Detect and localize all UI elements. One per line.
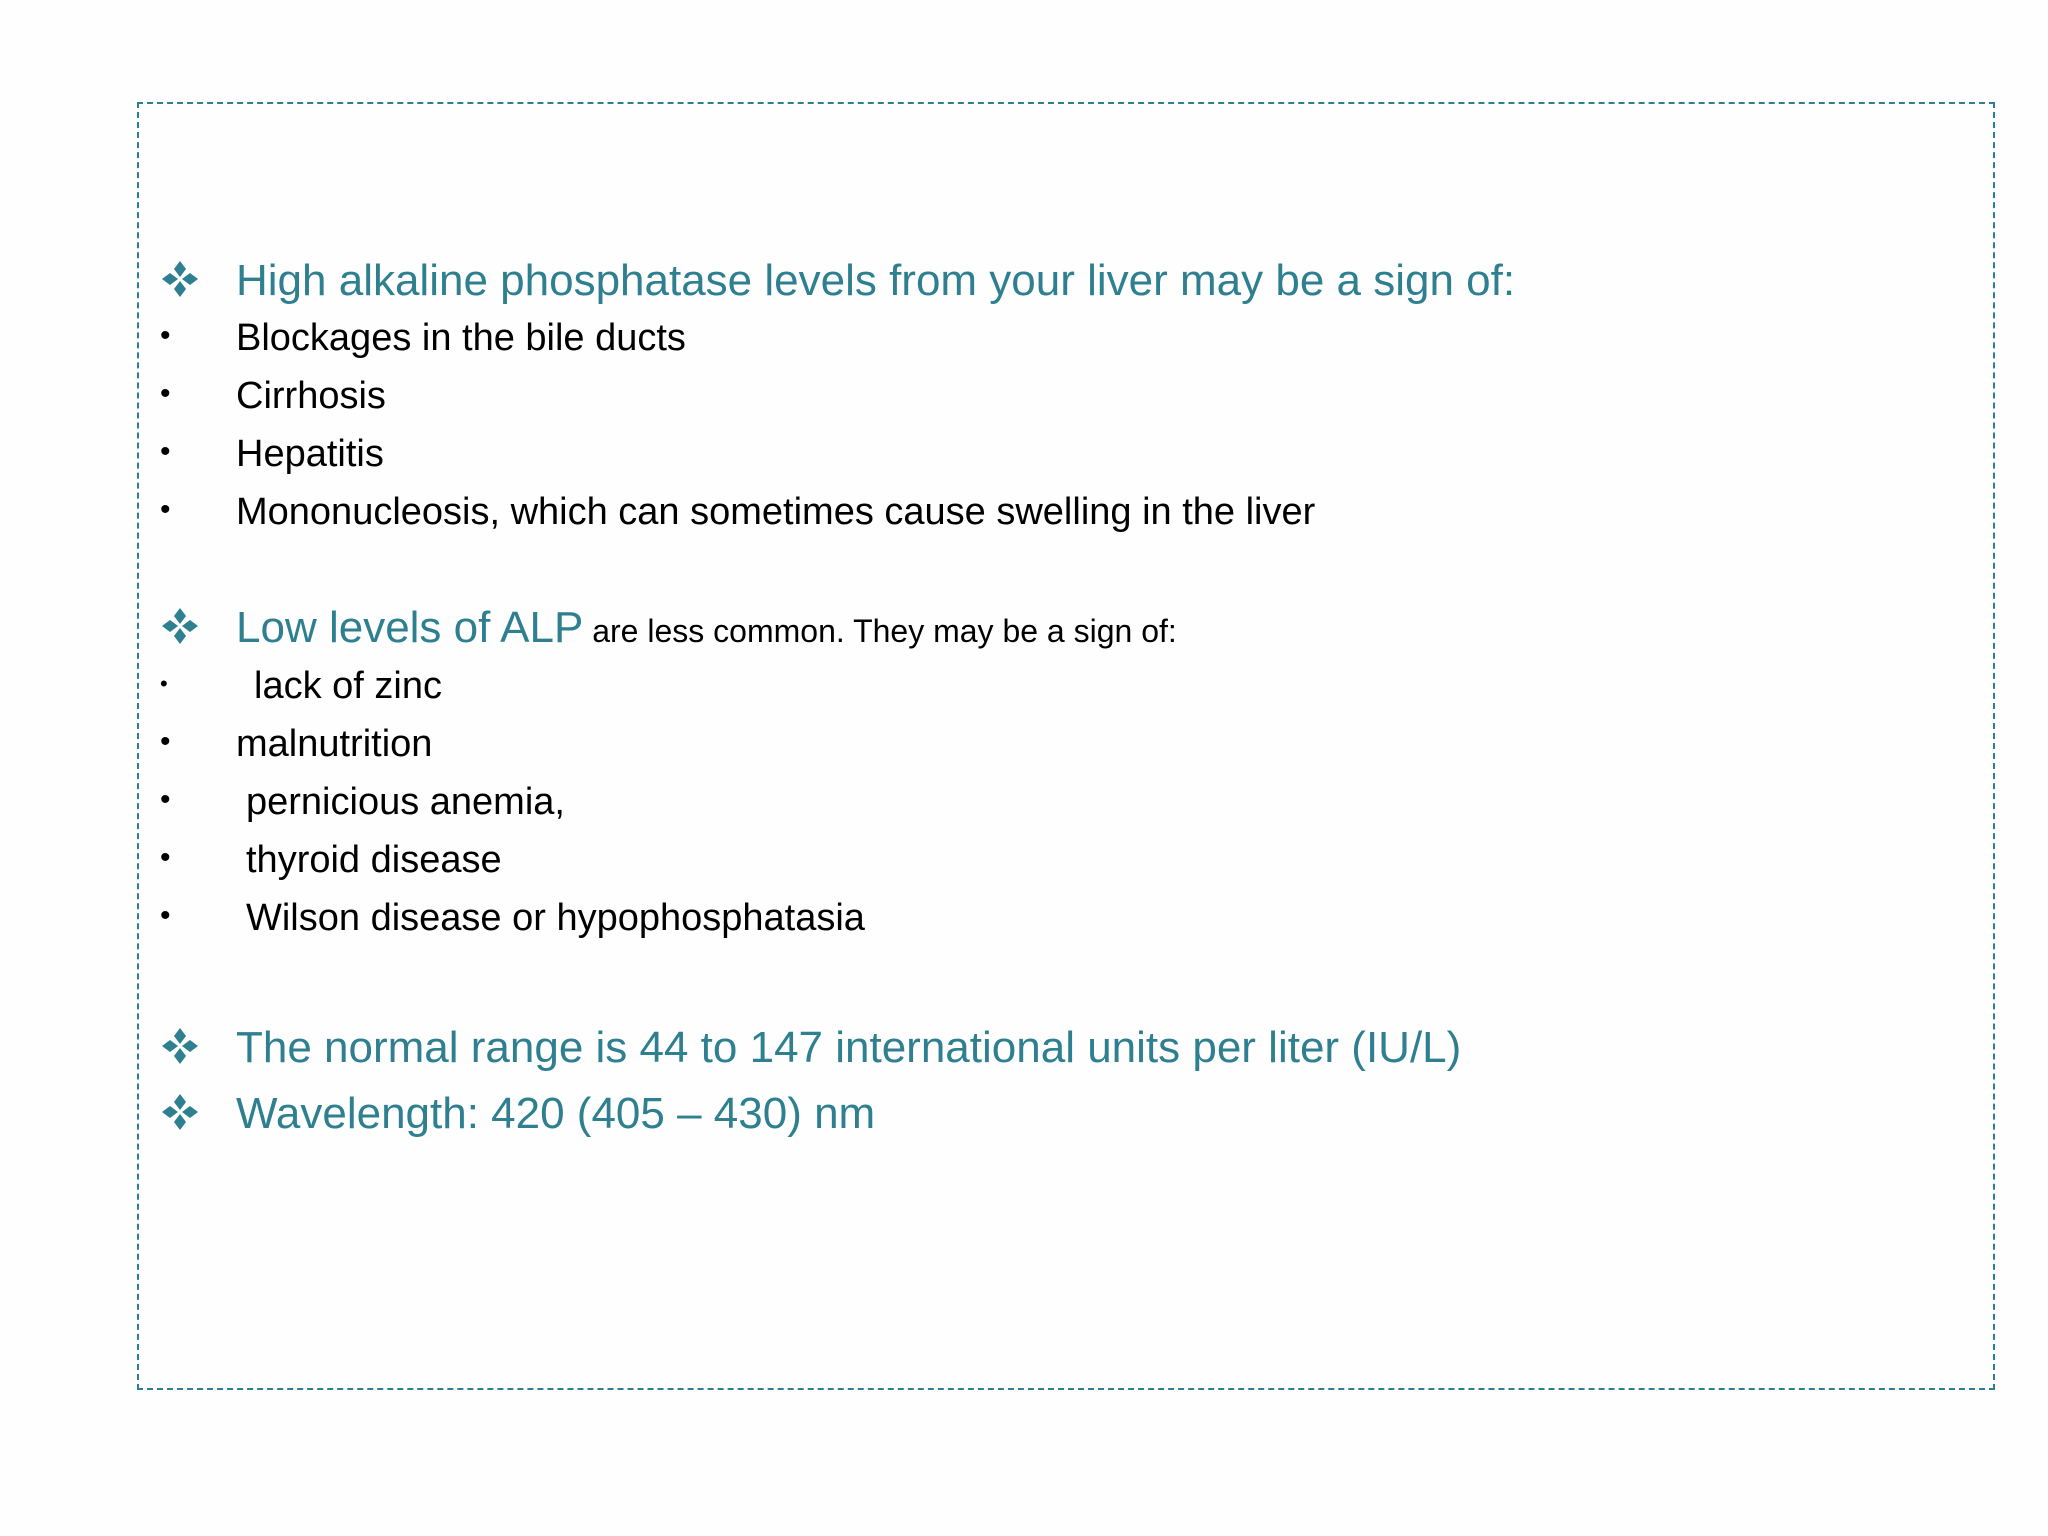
- bullet-icon: •: [160, 435, 171, 468]
- list-item-text: Cirrhosis: [236, 375, 386, 417]
- bullet-icon: •: [160, 725, 171, 758]
- list-item-text: pernicious anemia,: [246, 781, 565, 823]
- section-heading-accent: Low levels of ALP: [236, 603, 584, 652]
- list-item-text: thyroid disease: [246, 839, 502, 881]
- bullet-icon: •: [160, 899, 171, 932]
- four-diamond-icon: [160, 606, 200, 646]
- list-item-text: malnutrition: [236, 723, 433, 765]
- bullet-icon: •: [160, 783, 171, 816]
- four-diamond-icon: [160, 1026, 200, 1066]
- list-item-text: lack of zinc: [254, 665, 442, 707]
- list-item-text: Blockages in the bile ducts: [236, 317, 686, 359]
- bullet-icon: •: [160, 377, 171, 410]
- section-heading: The normal range is 44 to 147 international units per liter (IU/L): [236, 1023, 1462, 1072]
- bullet-icon: •: [160, 841, 171, 874]
- bullet-icon: •: [160, 493, 171, 526]
- list-item-text: Hepatitis: [236, 433, 384, 475]
- four-diamond-icon: [160, 1092, 200, 1132]
- bullet-icon: •: [160, 319, 171, 352]
- section-heading: Wavelength: 420 (405 – 430) nm: [236, 1089, 876, 1138]
- section-heading: High alkaline phosphatase levels from your liver may be a sign of:: [236, 256, 1516, 305]
- section-heading: [236, 602, 1177, 657]
- section-heading-tail: are less common. They may be a sign of:: [583, 613, 1177, 649]
- list-item-text: Mononucleosis, which can sometimes cause swelling in the liver: [236, 491, 1316, 533]
- list-item-text: Wilson disease or hypophosphatasia: [246, 897, 865, 939]
- bullet-icon: •: [160, 671, 168, 696]
- four-diamond-icon: [160, 259, 200, 299]
